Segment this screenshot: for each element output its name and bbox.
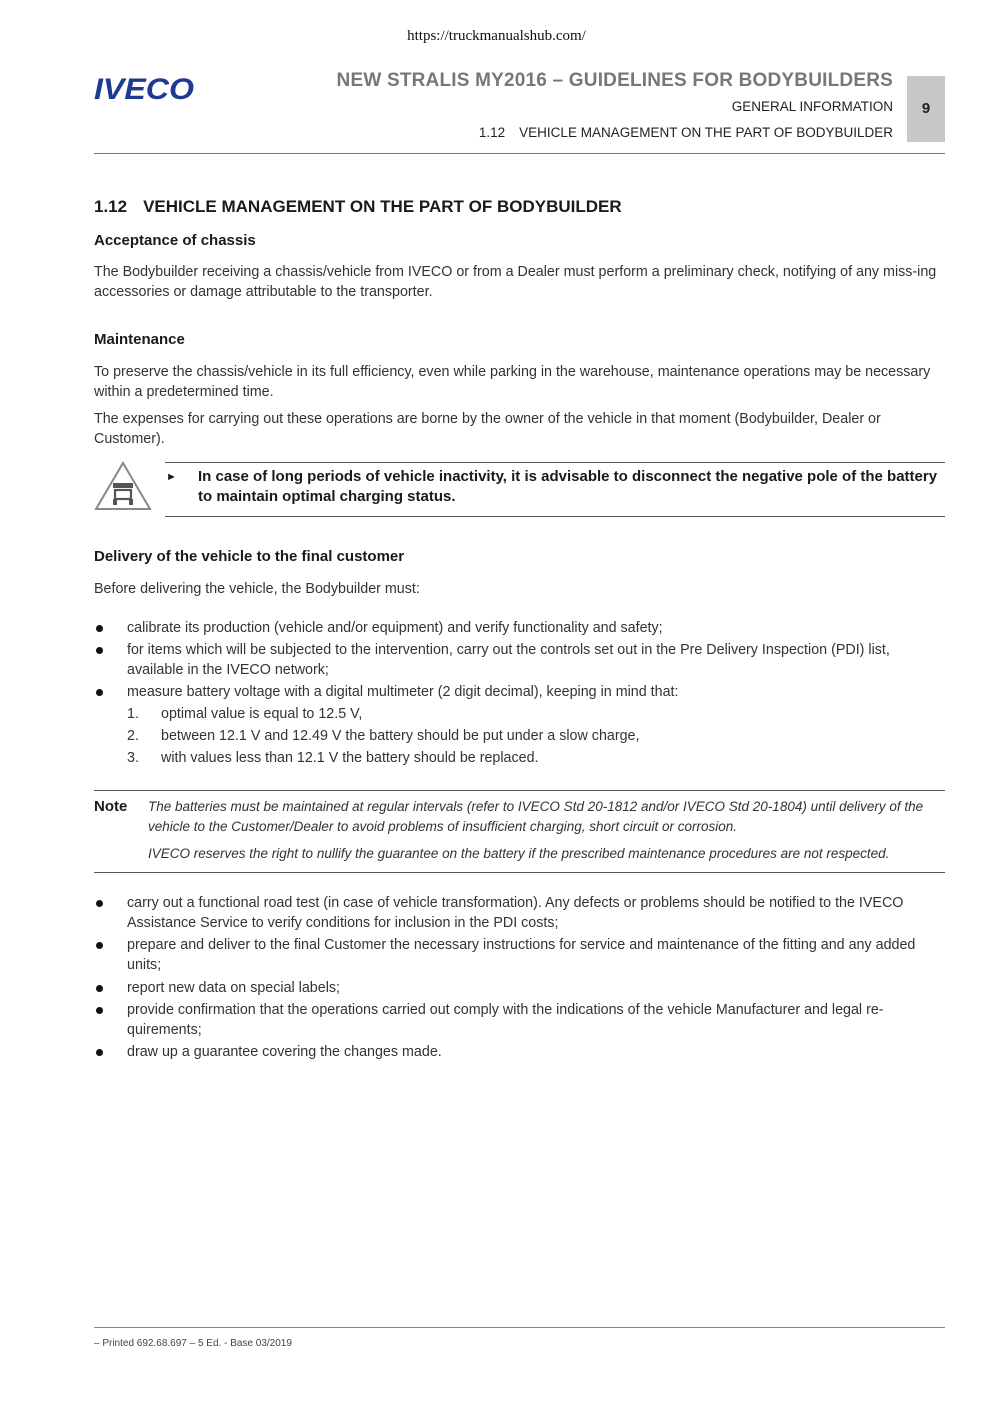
document-title: NEW STRALIS MY2016 – GUIDELINES FOR BODYBUILDERS (336, 70, 893, 91)
list-item-text: provide confirmation that the operations carried out comply with the indications of the vehicle Manufacturer and legal re-quirements; (127, 1002, 884, 1038)
list-item (94, 935, 945, 975)
header-divider (94, 153, 945, 154)
list-item (94, 978, 945, 998)
arrow-right-icon: ► (166, 471, 177, 483)
list-item-text: calibrate its production (vehicle and/or equipment) and verify functionality and safety; (127, 620, 663, 636)
section-title: VEHICLE MANAGEMENT ON THE PART OF BODYBUILDER (143, 197, 622, 216)
logo-text: IVECO (94, 73, 194, 104)
bullet-icon (96, 689, 103, 696)
section-heading (94, 197, 622, 217)
list-item-text: draw up a guarantee covering the changes made. (127, 1044, 442, 1060)
numbered-item (127, 748, 945, 768)
warning-bottom-rule (165, 516, 945, 517)
maintenance-paragraph: The expenses for carrying out these operations are borne by the owner of the vehicle in that moment (Bodybuilder, Dealer or Customer). (94, 411, 881, 447)
bullet-icon (96, 942, 103, 949)
list-item (94, 893, 945, 933)
bullet-icon (96, 900, 103, 907)
footer-text: – Printed 692.68.697 – 5 Ed. - Base 03/2019 (94, 1338, 292, 1349)
item-number: 1. (127, 706, 139, 722)
iveco-logo (94, 72, 196, 104)
bullet-icon (96, 625, 103, 632)
delivery-heading: Delivery of the vehicle to the final customer (94, 548, 405, 565)
list-item (94, 640, 945, 680)
acceptance-text: The Bodybuilder receiving a chassis/vehicle from IVECO or from a Dealer must perform a preliminary check, notifying of any miss-ing accessories or damage attributable to the transporter. (94, 264, 937, 300)
list-item-text: for items which will be subjected to the intervention, carry out the controls set out in the Pre Delivery Inspection (PDI) list, available in the IVECO network; (127, 642, 890, 678)
list-item (94, 682, 945, 702)
note-bottom-rule (94, 872, 945, 873)
battery-warning-icon (94, 461, 152, 511)
note-label: Note (94, 798, 128, 815)
acceptance-heading: Acceptance of chassis (94, 232, 256, 249)
bullet-icon (96, 985, 103, 992)
delivery-intro: Before delivering the vehicle, the Bodybuilder must: (94, 581, 420, 597)
page-number: 9 (907, 76, 945, 142)
bullet-icon (96, 1007, 103, 1014)
list-item-text: carry out a functional road test (in case of vehicle transformation). Any defects or problems should be notified to the IVECO Assistance Service to verify conditions for inclusion in the PDI costs; (127, 895, 904, 931)
numbered-item (127, 704, 945, 724)
numbered-item (127, 726, 945, 746)
maintenance-heading: Maintenance (94, 331, 185, 348)
item-text: between 12.1 V and 12.49 V the battery should be put under a slow charge, (161, 728, 640, 744)
item-number: 2. (127, 728, 139, 744)
bullet-icon (96, 1049, 103, 1056)
list-item-text: prepare and deliver to the final Customer the necessary instructions for service and maintenance of the fitting and any added units; (127, 937, 916, 973)
warning-top-rule (165, 462, 945, 463)
list-item-text: measure battery voltage with a digital multimeter (2 digit decimal), keeping in mind that: (127, 684, 679, 700)
header-section-number: 1.12 (478, 125, 506, 140)
list-item (94, 618, 945, 638)
item-text: with values less than 12.1 V the battery should be replaced. (161, 750, 539, 766)
note-top-rule (94, 790, 945, 791)
bullet-icon (96, 647, 103, 654)
chapter-title: GENERAL INFORMATION (731, 99, 893, 114)
list-item (94, 1000, 945, 1040)
item-text: optimal value is equal to 12.5 V, (161, 706, 363, 722)
list-item (94, 1042, 945, 1062)
note-text: The batteries must be maintained at regular intervals (refer to IVECO Std 20-1812 and/or IVECO Std 20-1804) until delivery of the vehicle to the Customer/Dealer to avoid problems of insufficient charging, short circuit or corrosion. (148, 799, 924, 834)
item-number: 3. (127, 750, 139, 766)
maintenance-paragraph: To preserve the chassis/vehicle in its full efficiency, even while parking in the warehouse, maintenance operations may be necessary within a predetermined time. (94, 364, 931, 400)
warning-text: In case of long periods of vehicle inactivity, it is advisable to disconnect the negative pole of the battery to maintain optimal charging status. (198, 468, 938, 505)
section-number: 1.12 (94, 197, 128, 216)
list-item-text: report new data on special labels; (127, 980, 340, 996)
header-section-title: VEHICLE MANAGEMENT ON THE PART OF BODYBUILDER (519, 125, 893, 140)
header-section (479, 125, 893, 140)
note-text: IVECO reserves the right to nullify the guarantee on the battery if the prescribed maintenance procedures are not respected. (148, 846, 890, 861)
footer-divider (94, 1327, 945, 1328)
source-url[interactable]: https://truckmanualshub.com/ (407, 28, 586, 44)
